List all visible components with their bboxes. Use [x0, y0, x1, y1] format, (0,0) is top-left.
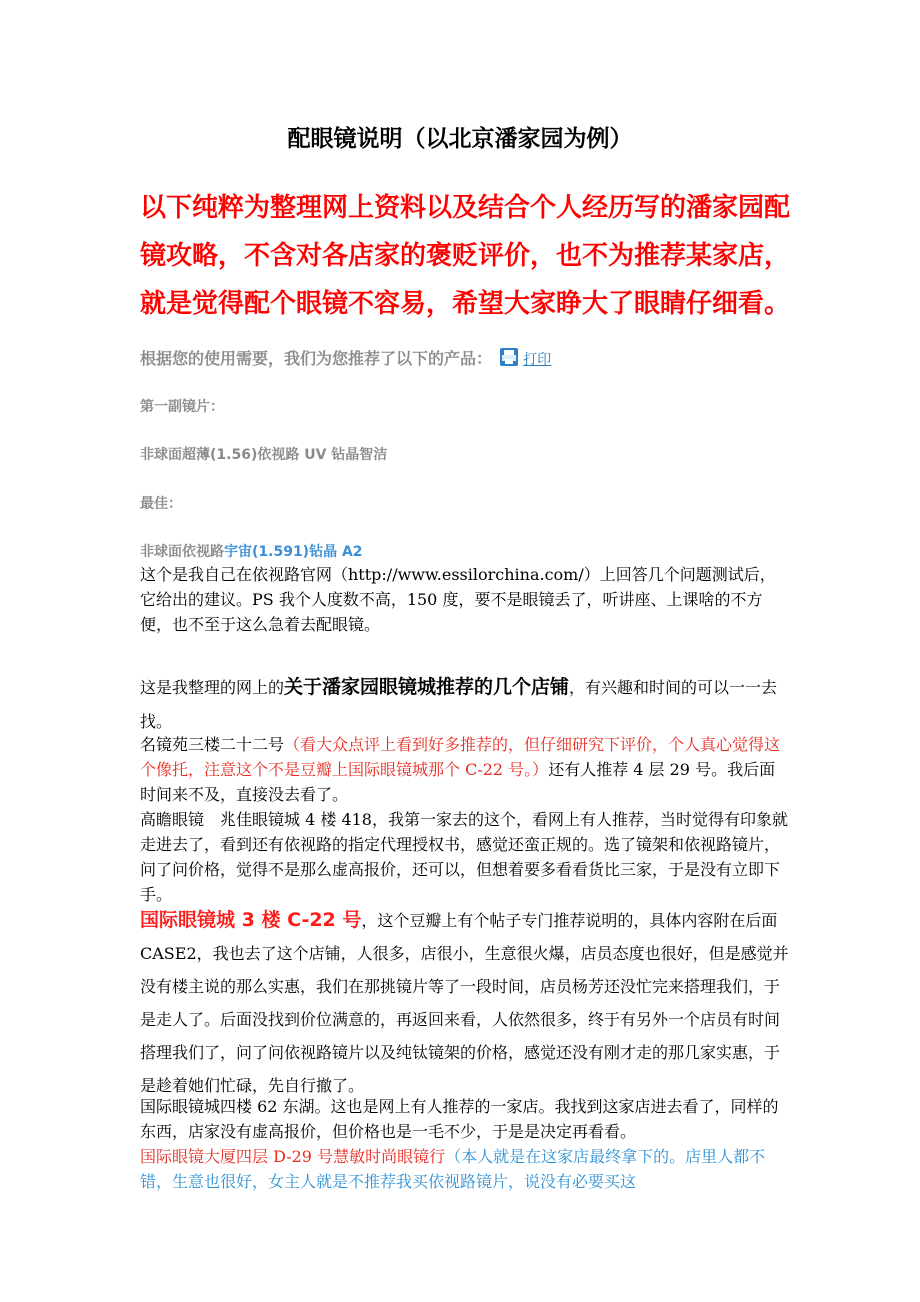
shop-description: ，这个豆瓣上有个帖子专门推荐说明的，具体内容附在后面 CASE2，我也去了这个店铺，人很多，店很小，生意很火爆，店员态度也很好，但是感觉并没有楼主说的那么实惠，我们在那挑镜片等了一段时间，店员杨芳还没忙完来搭理我们，于是走人了。后面没找到价位满意的，再返回来看，人依然很多，终于有另外一个店员有时间搭理我们了，问了问依视路镜片以及纯钛镜架的价格，感觉还没有刚才走的那几家实惠，于是趁着她们忙碌，先自行撤了。: [140, 911, 789, 1095]
para-shop-intro-suffix: ，有兴趣和时间的可以一一去找。: [140, 678, 778, 731]
shop-note-blue: （本人就是在这家店最终拿下的。店里人都不错，生意也很好，女主人就是不推荐我买依视路镜片，说没有必要买这: [140, 1147, 766, 1191]
para-essilor-text: 这个是我自己在依视路官网（http://www.essilorchina.com/）上回答几个问题测试后，它给出的建议。PS 我个人度数不高，150 度，要不是眼镜丢了，听讲座、上课啥的不方便，也不至于这么急着去配眼镜。: [140, 565, 776, 634]
print-link[interactable]: 打印: [523, 352, 552, 368]
recommendation-line: [140, 346, 551, 369]
best-value: [140, 541, 363, 561]
printer-icon[interactable]: [500, 348, 518, 366]
best-value-highlight: 宇宙(1.591)钻晶 A2: [224, 544, 363, 560]
para-essilor-test: [140, 562, 790, 637]
document-title: 配眼镜说明（以北京潘家园为例）: [287, 126, 633, 152]
recommendation-text: 根据您的使用需要，我们为您推荐了以下的产品：: [140, 349, 493, 368]
para-shop-intro-prefix: 这是我整理的网上的: [140, 678, 285, 697]
first-lens-label: 第一副镜片：: [140, 399, 224, 415]
shop-name-red: 国际眼镜大厦四层 D-29 号慧敏时尚眼镜行: [140, 1147, 446, 1166]
shop-item-guoji-c22: [140, 904, 790, 1102]
shop-list-lower: [140, 1094, 790, 1194]
best-value-prefix: 非球面依视路: [140, 544, 224, 560]
para-shop-intro-bold: 关于潘家园眼镜城推荐的几个店铺: [284, 676, 570, 698]
shop-item-donghu: 国际眼镜城四楼 62 东湖。这也是网上有人推荐的一家店。我找到这家店进去看了，同样的东西，店家没有虚高报价，但价格也是一毛不少，于是是决定再看看。: [140, 1097, 779, 1141]
shop-list: [140, 732, 790, 907]
shop-name-highlight: 国际眼镜城 3 楼 C-22 号: [140, 909, 362, 931]
shop-item-mingjingyuan: [140, 732, 790, 807]
shop-note: （看大众点评上看到好多推荐的，但仔细研究下评价，个人真心觉得这个像托，注意这个不是豆瓣上国际眼镜城那个 C-22 号。）: [140, 735, 781, 779]
first-lens-value: 非球面超薄(1.56)依视路 UV 钻晶智洁: [140, 447, 388, 463]
shop-name: 名镜苑三楼二十二号: [140, 735, 285, 754]
shop-rest: 还有人推荐 4 层 29 号。我后面时间来不及，直接没去看了。: [140, 760, 776, 804]
intro-disclaimer: 以下纯粹为整理网上资料以及结合个人经历写的潘家园配镜攻略，不含对各店家的褒贬评价，也不为推荐某家店，就是觉得配个眼镜不容易，希望大家睁大了眼睛仔细看。: [140, 193, 791, 319]
best-label: 最佳：: [140, 496, 182, 512]
para-shop-intro: [140, 670, 790, 739]
shop-item-huimin: [140, 1144, 790, 1194]
shop-item-gaozhan: 高瞻眼镜 兆佳眼镜城 4 楼 418，我第一家去的这个，看网上有人推荐，当时觉得有印象就走进去了，看到还有依视路的指定代理授权书，感觉还蛮正规的。选了镜架和依视路镜片，问了问价格，觉得不是那么虚高报价，还可以，但想着要多看看货比三家，于是没有立即下手。: [140, 810, 788, 904]
